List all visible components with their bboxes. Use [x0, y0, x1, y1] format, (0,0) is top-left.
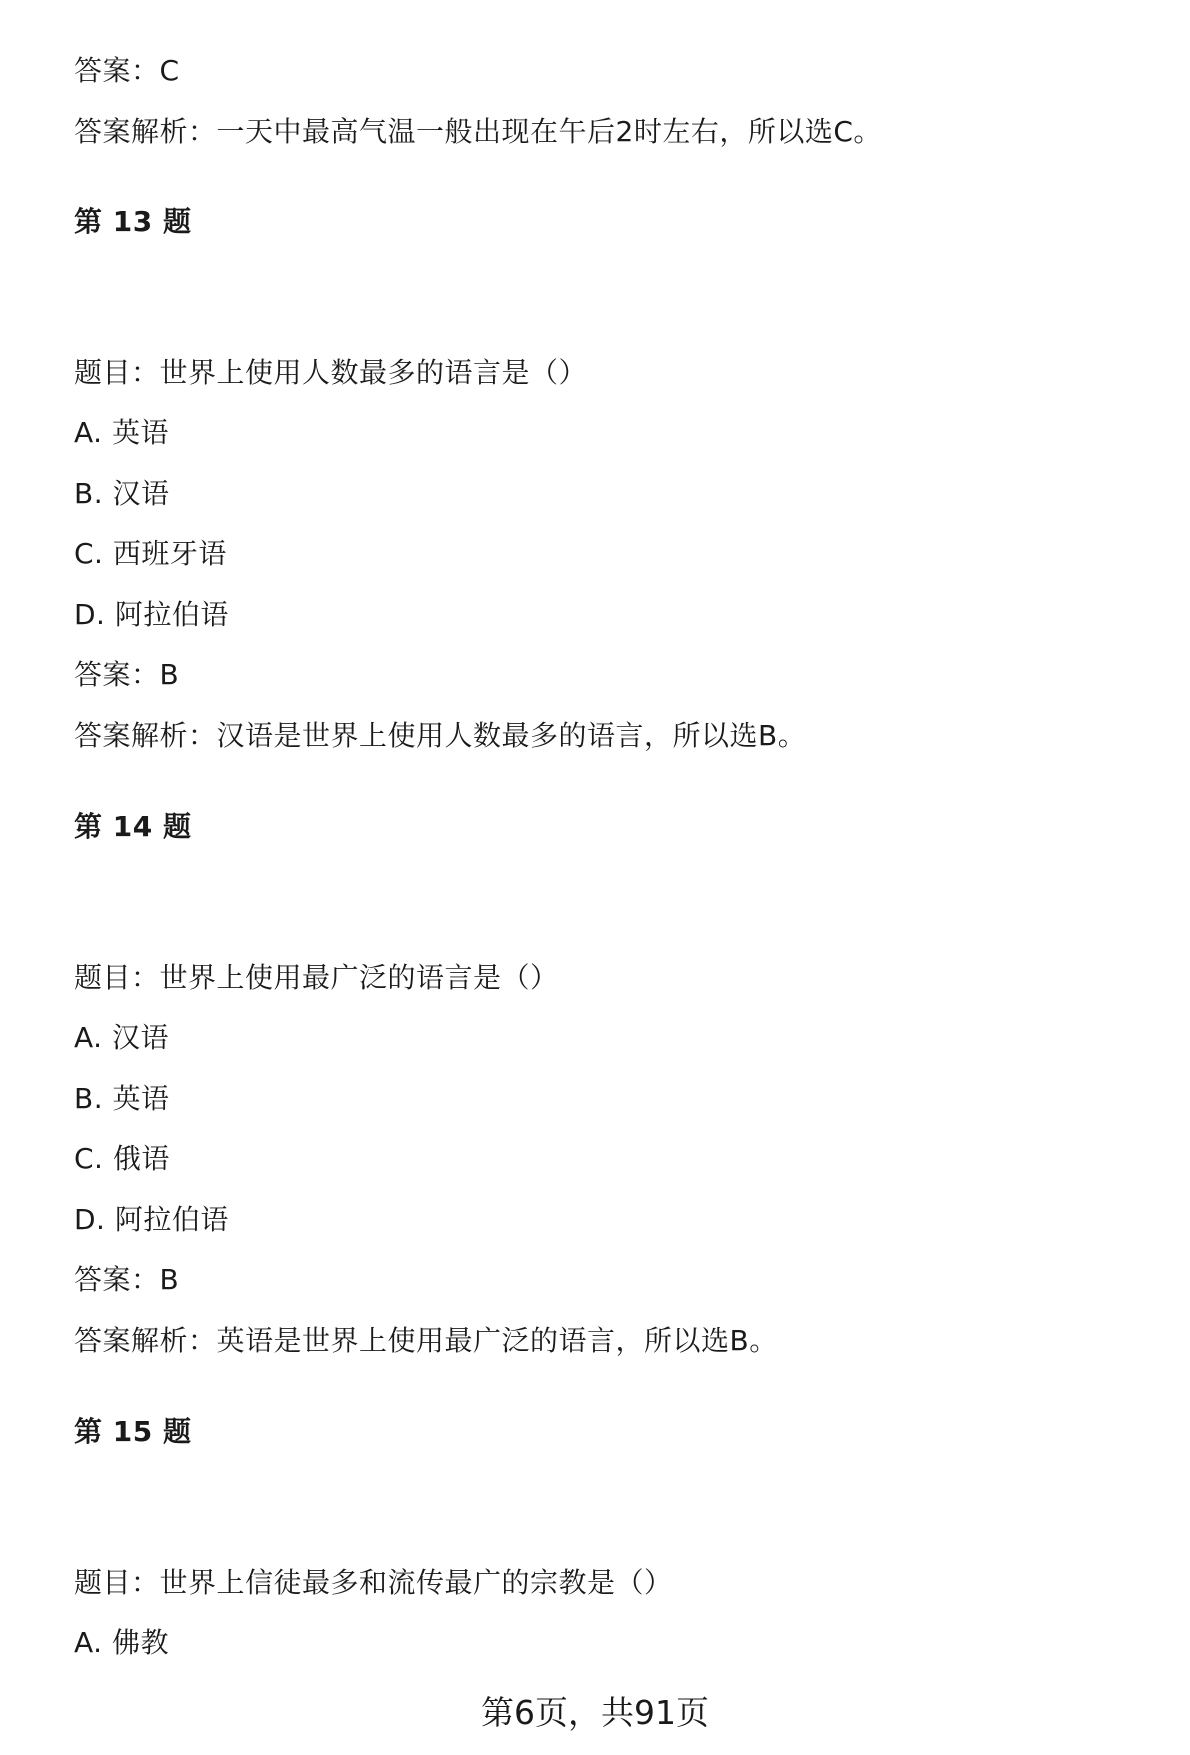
analysis-line: 答案解析：英语是世界上使用最广泛的语言，所以选B。: [74, 1324, 778, 1357]
option-a: A. 佛教: [74, 1626, 169, 1659]
page-number-footer: 第6页，共91页: [481, 1693, 709, 1732]
question-heading: 第 14 题: [74, 810, 192, 843]
analysis-line: 答案解析：汉语是世界上使用人数最多的语言，所以选B。: [74, 719, 807, 752]
answer-line: 答案：B: [74, 658, 180, 691]
analysis-line: 答案解析：一天中最高气温一般出现在午后2时左右，所以选C。: [74, 115, 882, 148]
option-b: B. 英语: [74, 1082, 170, 1115]
option-d: D. 阿拉伯语: [74, 598, 229, 631]
option-a: A. 英语: [74, 416, 169, 449]
answer-line: 答案：C: [74, 54, 180, 87]
option-c: C. 俄语: [74, 1142, 170, 1175]
question-heading: 第 15 题: [74, 1415, 192, 1448]
option-a: A. 汉语: [74, 1021, 169, 1054]
question-prompt: 题目：世界上使用人数最多的语言是（）: [74, 356, 588, 389]
option-d: D. 阿拉伯语: [74, 1203, 229, 1236]
option-b: B. 汉语: [74, 477, 170, 510]
option-c: C. 西班牙语: [74, 537, 227, 570]
question-prompt: 题目：世界上信徒最多和流传最广的宗教是（）: [74, 1566, 673, 1599]
question-heading: 第 13 题: [74, 205, 192, 238]
question-prompt: 题目：世界上使用最广泛的语言是（）: [74, 961, 559, 994]
answer-line: 答案：B: [74, 1263, 180, 1296]
